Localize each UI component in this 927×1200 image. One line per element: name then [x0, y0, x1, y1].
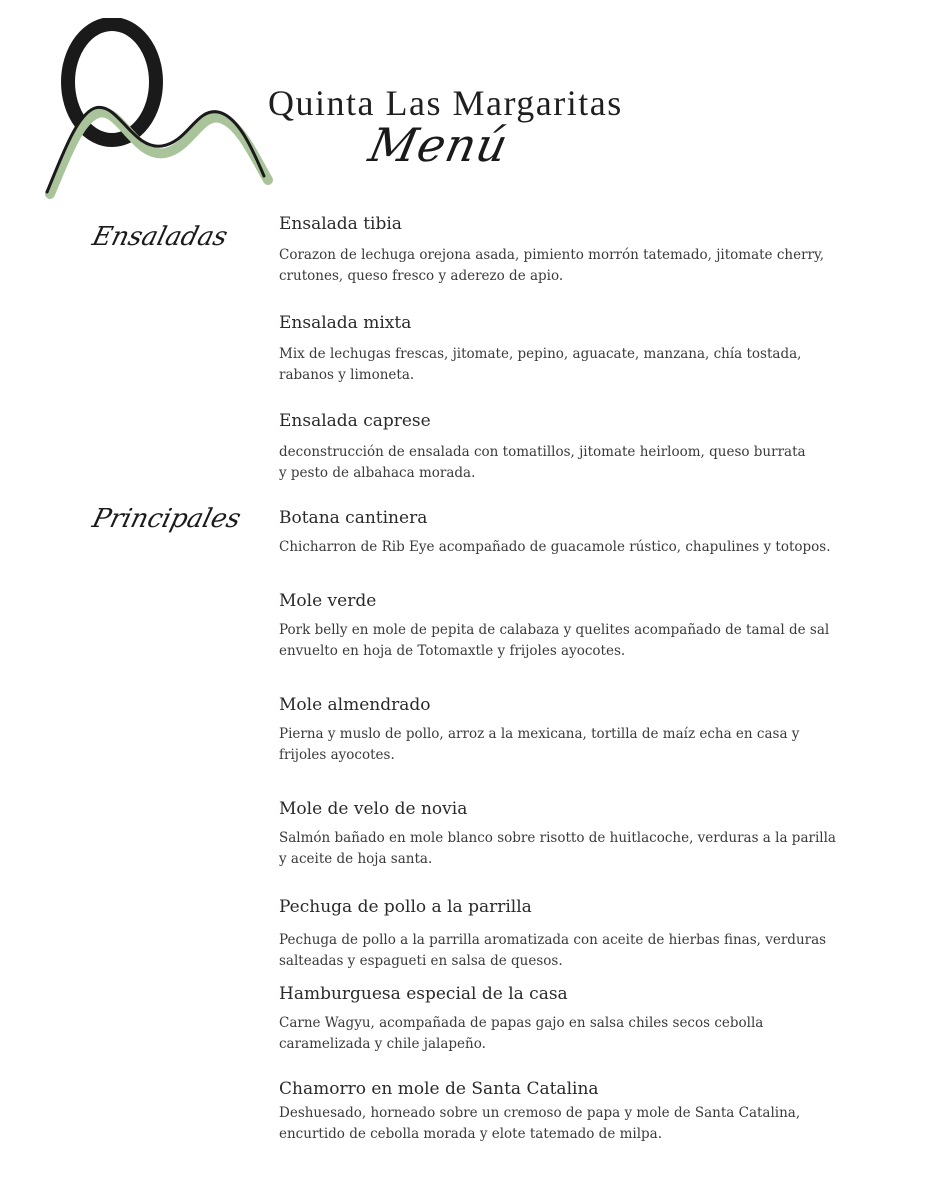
menu-title: Menú	[364, 118, 514, 172]
item-description	[279, 620, 869, 662]
item-desc-line: Carne Wagyu, acompañada de papas gajo en salsa chiles secos cebolla	[279, 1015, 764, 1031]
menu-item-mole-velo-de-novia	[279, 798, 869, 870]
menu-item-hamburguesa	[279, 983, 869, 1055]
item-desc-line: caramelizada y chile jalapeño.	[279, 1036, 486, 1052]
menu-item-chamorro	[279, 1078, 869, 1145]
item-description	[279, 537, 869, 558]
item-desc-line: Salmón bañado en mole blanco sobre risotto de huitlacoche, verduras a la parilla	[279, 830, 836, 846]
item-name: Ensalada caprese	[279, 411, 431, 431]
item-name: Pechuga de pollo a la parrilla	[279, 897, 532, 917]
item-desc-line: Deshuesado, horneado sobre un cremoso de papa y mole de Santa Catalina,	[279, 1105, 801, 1121]
item-description	[279, 344, 869, 386]
item-name: Ensalada tibia	[279, 214, 402, 234]
item-desc-line: Corazon de lechuga orejona asada, pimiento morrón tatemado, jitomate cherry,	[279, 247, 825, 263]
item-desc-line: y pesto de albahaca morada.	[279, 465, 476, 481]
menu-item-mole-almendrado	[279, 694, 869, 766]
item-name: Ensalada mixta	[279, 313, 412, 333]
item-description	[279, 828, 869, 870]
section-title-principales: Principales	[89, 504, 244, 534]
item-desc-line: envuelto en hoja de Totomaxtle y frijoles ayocotes.	[279, 643, 626, 659]
restaurant-name: Quinta Las Margaritas	[268, 83, 623, 123]
item-description	[279, 245, 869, 287]
item-description	[279, 1103, 869, 1145]
item-desc-line: y aceite de hoja santa.	[279, 851, 433, 867]
menu-item-botana-cantinera	[279, 507, 869, 558]
item-name: Chamorro en mole de Santa Catalina	[279, 1079, 599, 1099]
item-desc-line: Chicharron de Rib Eye acompañado de guacamole rústico, chapulines y totopos.	[279, 539, 831, 555]
menu-item-ensalada-tibia	[279, 213, 869, 287]
item-desc-line: rabanos y limoneta.	[279, 367, 415, 383]
item-name: Mole de velo de novia	[279, 799, 468, 819]
item-desc-line: Pierna y muslo de pollo, arroz a la mexicana, tortilla de maíz echa en casa y	[279, 726, 800, 742]
menu-item-pechuga-pollo	[279, 896, 869, 972]
item-description	[279, 930, 869, 972]
item-description	[279, 724, 869, 766]
menu-item-mole-verde	[279, 590, 869, 662]
item-desc-line: deconstrucción de ensalada con tomatillos, jitomate heirloom, queso burrata	[279, 444, 806, 460]
item-name: Botana cantinera	[279, 508, 428, 528]
item-desc-line: salteadas y espagueti en salsa de quesos.	[279, 953, 563, 969]
item-name: Hamburguesa especial de la casa	[279, 984, 568, 1004]
menu-item-ensalada-mixta	[279, 312, 869, 386]
item-desc-line: crutones, queso fresco y aderezo de apio.	[279, 268, 564, 284]
item-name: Mole almendrado	[279, 695, 431, 715]
item-description	[279, 1013, 869, 1055]
item-desc-line: Pechuga de pollo a la parrilla aromatizada con aceite de hierbas finas, verduras	[279, 932, 827, 948]
item-name: Mole verde	[279, 591, 377, 611]
item-desc-line: Mix de lechugas frescas, jitomate, pepino, aguacate, manzana, chía tostada,	[279, 346, 802, 362]
item-desc-line: frijoles ayocotes.	[279, 747, 395, 763]
section-title-ensaladas: Ensaladas	[89, 222, 231, 252]
menu-item-ensalada-caprese	[279, 410, 869, 484]
item-desc-line: encurtido de cebolla morada y elote tatemado de milpa.	[279, 1126, 663, 1142]
item-description	[279, 442, 869, 484]
item-desc-line: Pork belly en mole de pepita de calabaza y quelites acompañado de tamal de sal	[279, 622, 830, 638]
logo-q-wave-icon	[40, 18, 280, 203]
